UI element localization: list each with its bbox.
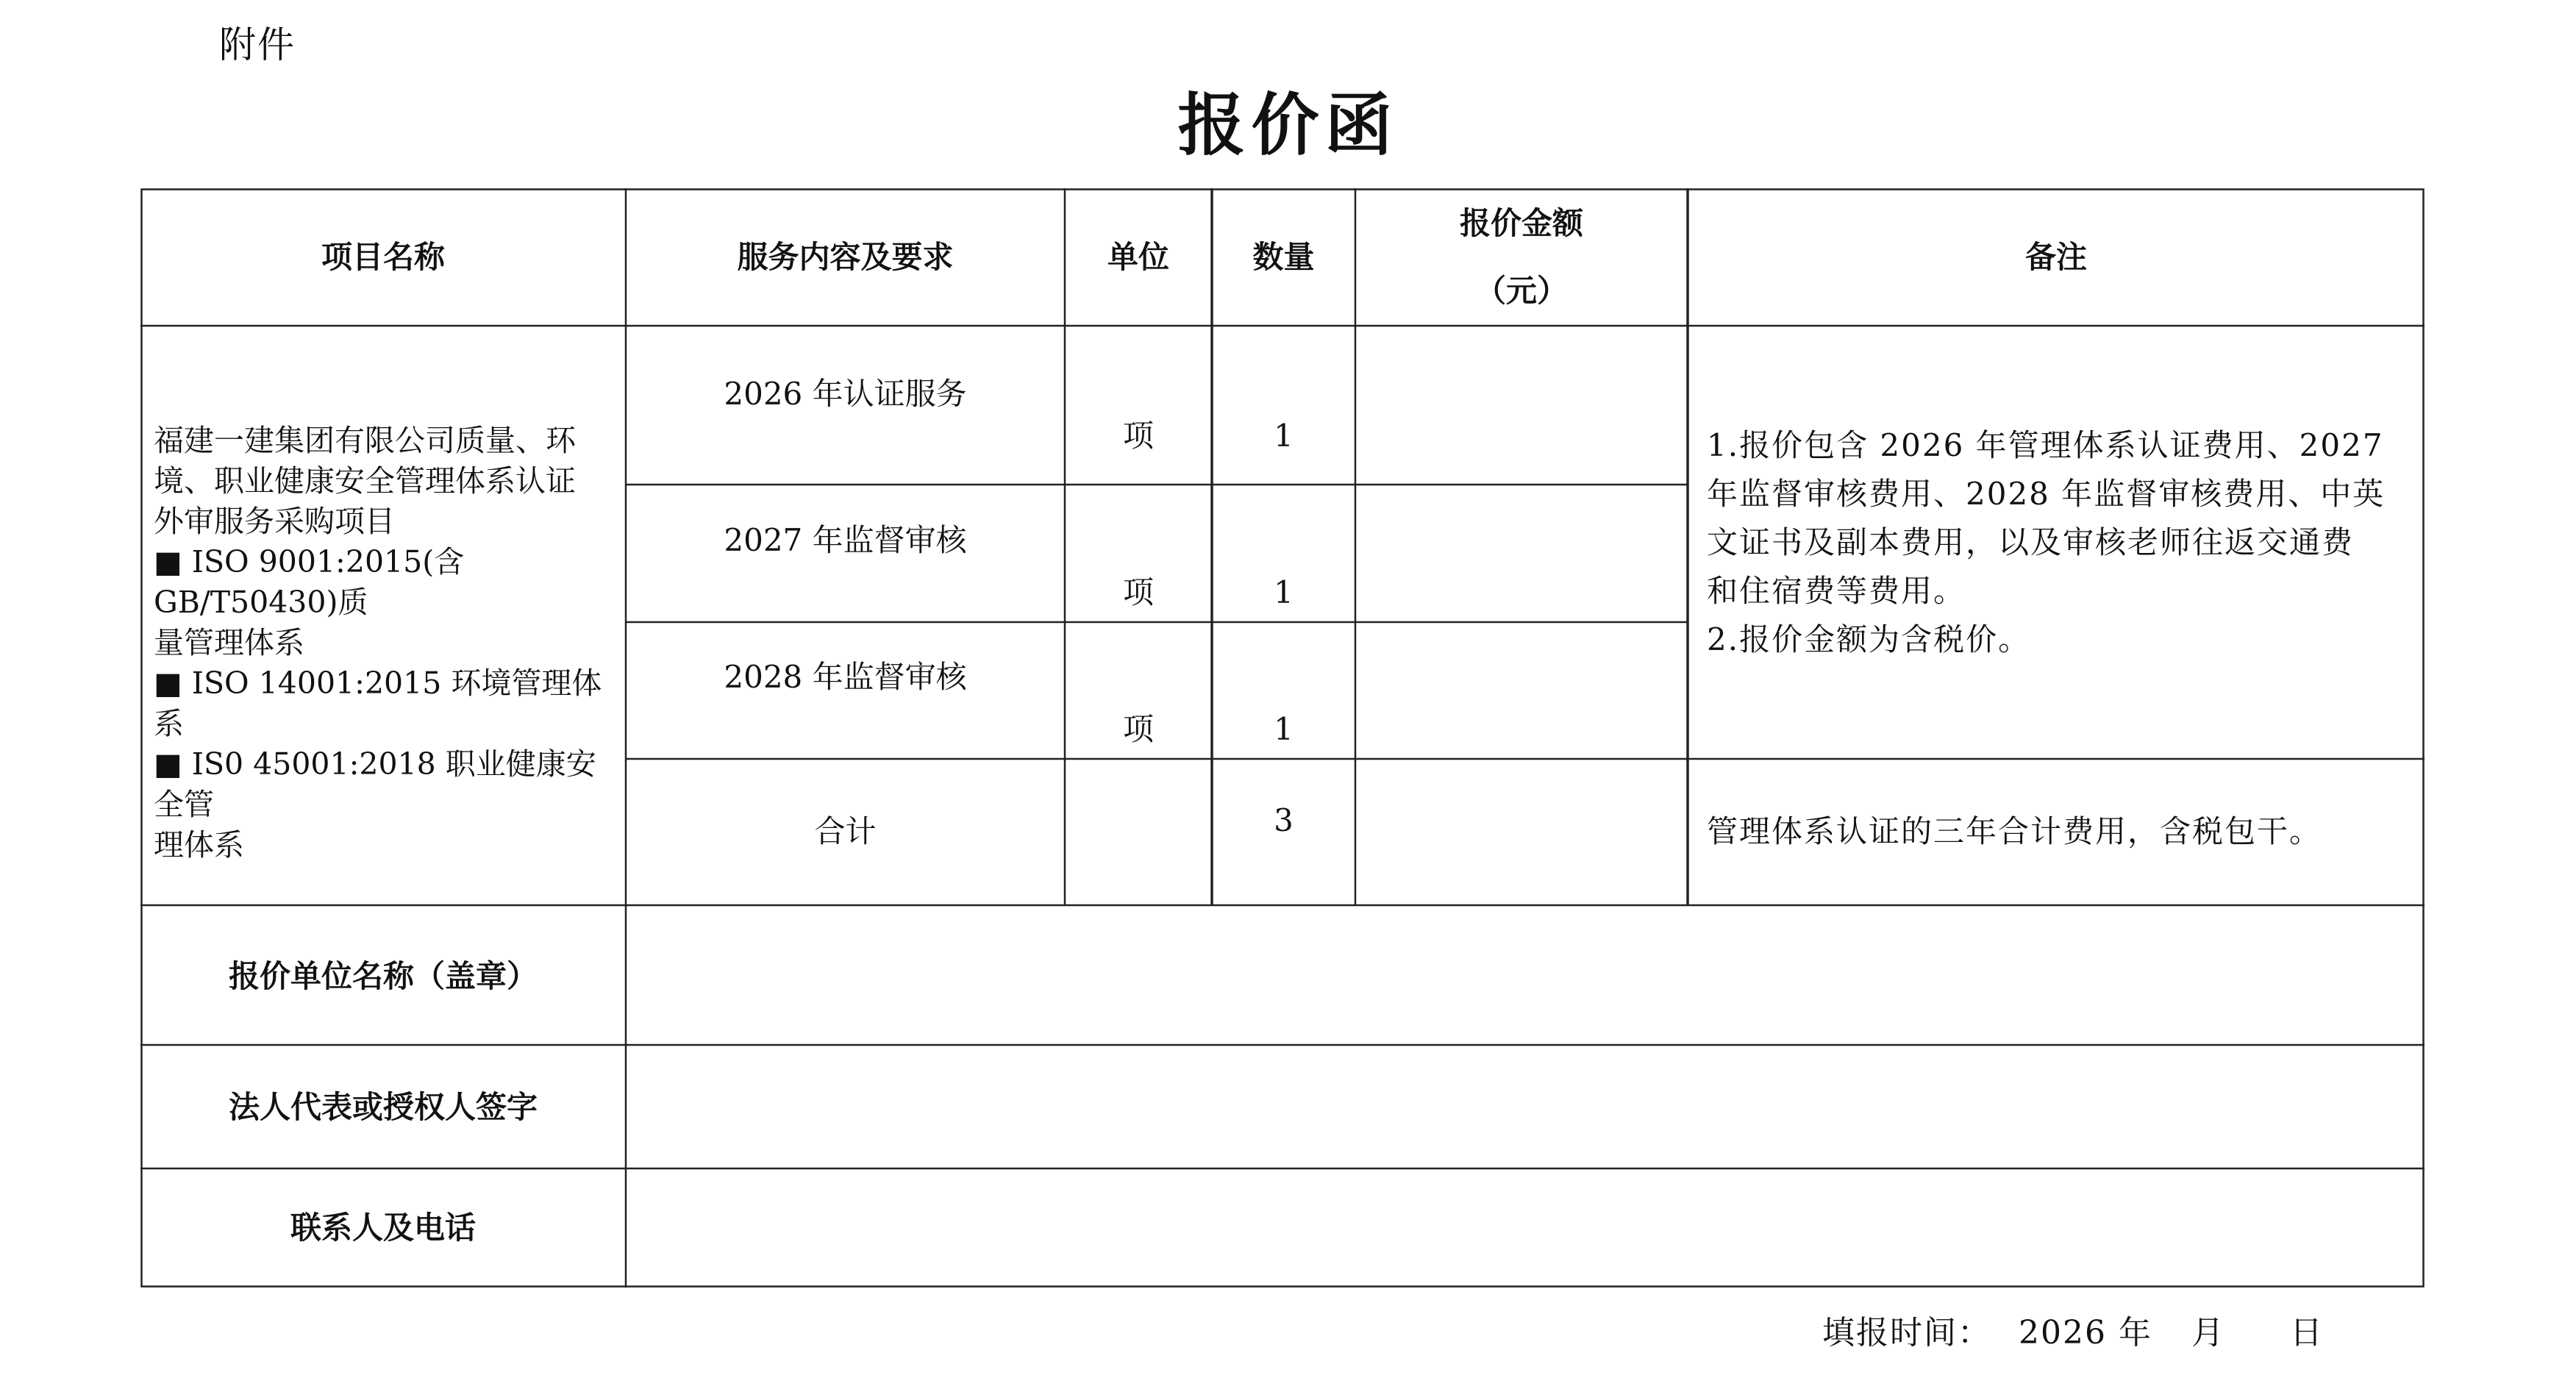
total-amount[interactable] [1355, 759, 1688, 905]
signature-label: 法人代表或授权人签字 [228, 1089, 538, 1125]
remarks-main: 1.报价包含 2026 年管理体系认证费用、2027 年监督审核费用、2028 年监督审核费用、中英 文证书及副本费用，以及审核老师往返交通费 和住宿费等费用。 2.报价金额为含税价。 [1707, 427, 2386, 657]
fill-date-month: 月 [2191, 1314, 2225, 1352]
total-quantity: 3 [1274, 802, 1294, 838]
fill-date-label: 填报时间： [1822, 1314, 1991, 1352]
document-title: 报价函 [1177, 85, 1399, 165]
fill-date-day: 日 [2290, 1314, 2324, 1352]
row-3-service: 2028 年监督审核 [724, 659, 967, 695]
total-remark: 管理体系认证的三年合计费用，含税包干。 [1707, 813, 2322, 849]
fill-date-year: 2026 年 [2019, 1314, 2152, 1352]
quoting-unit-name-label: 报价单位名称（盖章） [228, 958, 538, 994]
contact-label: 联系人及电话 [290, 1210, 476, 1246]
header-service: 服务内容及要求 [737, 238, 954, 275]
row-3-unit: 项 [1122, 711, 1154, 747]
contact-field[interactable] [626, 1168, 2425, 1288]
header-amount-label: 报价金额 [1459, 204, 1583, 241]
signature-field[interactable] [626, 1045, 2425, 1168]
header-amount [1355, 188, 1688, 326]
header-quantity: 数量 [1252, 238, 1315, 275]
project-description: 福建一建集团有限公司质量、环 境、职业健康安全管理体系认证 外审服务采购项目 ■ ISO 9001:2015(含 GB/T50430)质 量管理体系 ■ ISO 14001:2015 环境管理体系 ■ IS0 45001:2018 职业健康安全管 理体系 [154, 423, 602, 863]
row-1-unit: 项 [1122, 418, 1154, 454]
row-1-quantity: 1 [1274, 418, 1294, 454]
header-amount-unit: （元） [1474, 272, 1568, 309]
row-2-amount[interactable] [1355, 485, 1688, 622]
header-unit: 单位 [1107, 238, 1169, 275]
quoting-unit-name-field[interactable] [626, 905, 2425, 1045]
row-2-unit: 项 [1122, 574, 1154, 610]
row-1-amount[interactable] [1355, 326, 1688, 485]
row-3-amount[interactable] [1355, 622, 1688, 759]
quotation-table [140, 188, 2425, 1288]
header-project-name: 项目名称 [321, 238, 445, 275]
row-2-service: 2027 年监督审核 [724, 522, 967, 558]
row-3-quantity: 1 [1274, 711, 1294, 747]
row-2-quantity: 1 [1274, 574, 1294, 610]
attachment-label: 附件 [219, 24, 296, 66]
header-remarks: 备注 [2024, 238, 2087, 275]
row-1-service: 2026 年认证服务 [724, 376, 967, 412]
total-label: 合计 [814, 813, 877, 849]
